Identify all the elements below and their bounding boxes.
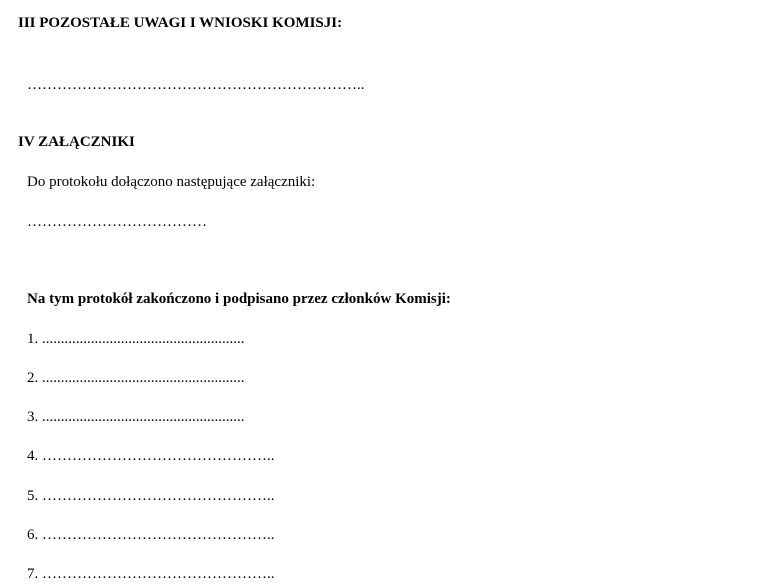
signatures-heading: Na tym protokół zakończono i podpisano przez członków Komisji: (27, 291, 451, 307)
signature-line-6: 6. ……………………………………….. (27, 527, 275, 543)
signature-line-7: 7. ……………………………………….. (27, 566, 275, 582)
section-3-title: III POZOSTAŁE UWAGI I WNIOSKI KOMISJI: (18, 15, 343, 31)
section-4-blank-line: ……………………………… (27, 214, 207, 230)
section-3-blank-line: ………………………………………………………….. (27, 77, 365, 93)
signature-line-3: 3. ...................................................... (27, 409, 245, 425)
section-4-intro: Do protokołu dołączono następujące załączniki: (27, 174, 316, 190)
signature-line-5: 5. ……………………………………….. (27, 488, 275, 504)
section-4-title: IV ZAŁĄCZNIKI (18, 134, 135, 150)
signature-line-4: 4. ……………………………………….. (27, 448, 275, 464)
signature-line-2: 2. ...................................................... (27, 370, 245, 386)
signature-line-1: 1. ...................................................... (27, 331, 245, 347)
